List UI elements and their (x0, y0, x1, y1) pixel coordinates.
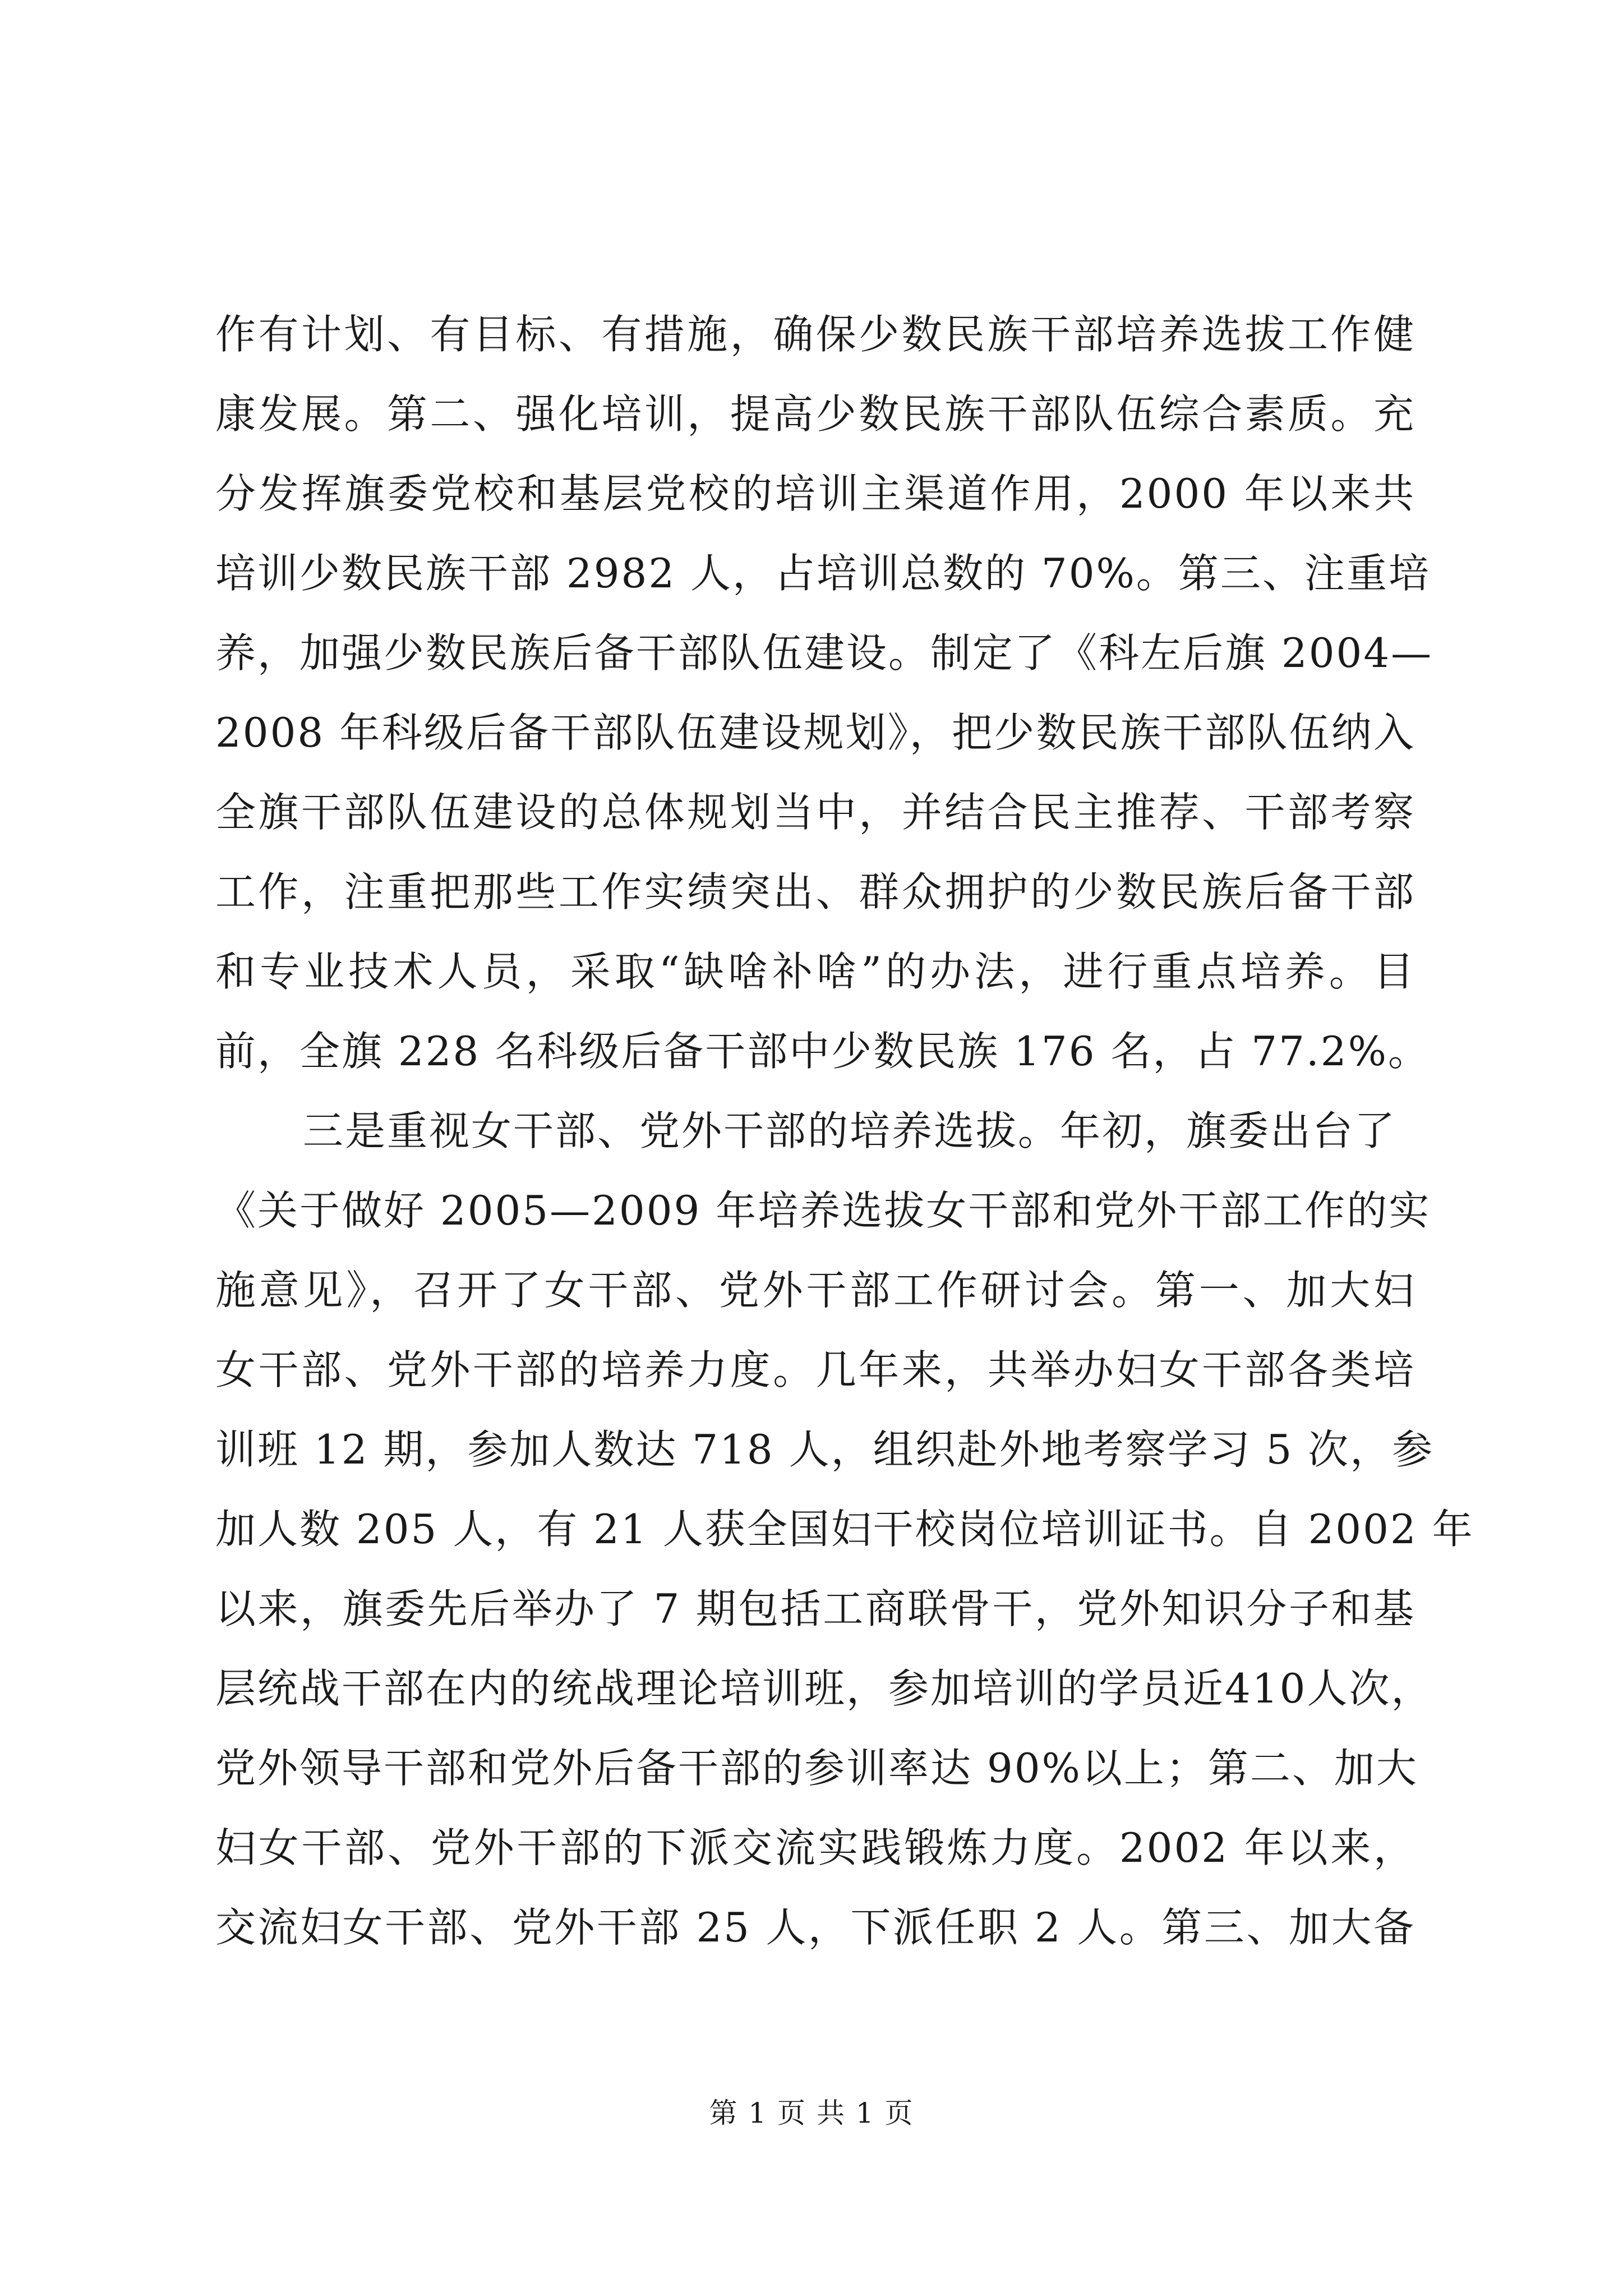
text-line: 党外领导干部和党外后备干部的参训率达 90%以上；第二、加大 (215, 1745, 1418, 1792)
text-line: 《关于做好 2005—2009 年培养选拔女干部和党外干部工作的实 (215, 1187, 1431, 1234)
text-line: 分发挥旗委党校和基层党校的培训主渠道作用，2000 年以来共 (215, 470, 1415, 517)
text-line: 施意见》，召开了女干部、党外干部工作研讨会。第一、加大妇 (215, 1267, 1415, 1314)
text-line: 2008 年科级后备干部队伍建设规划》，把少数民族干部队伍纳入 (215, 709, 1415, 756)
page-number-label: 第 1 页 共 1 页 (709, 2097, 914, 2129)
text-line: 以来，旗委先后举办了 7 期包括工商联骨干，党外知识分子和基 (215, 1585, 1415, 1632)
text-line: 作有计划、有目标、有措施，确保少数民族干部培养选拔工作健 (215, 311, 1415, 358)
body-text (215, 295, 1474, 1967)
text-line: 培训少数民族干部 2982 人，占培训总数的 70%。第三、注重培 (215, 550, 1431, 597)
text-line: 全旗干部队伍建设的总体规划当中，并结合民主推荐、干部考察 (215, 789, 1415, 836)
text-line: 三是重视女干部、党外干部的培养选拔。年初，旗委出台了 (303, 1107, 1397, 1154)
text-line: 层统战干部在内的统战理论培训班，参加培训的学员近410人次， (215, 1665, 1433, 1712)
text-line: 工作，注重把那些工作实绩突出、群众拥护的少数民族后备干部 (215, 868, 1415, 915)
text-line: 交流妇女干部、党外干部 25 人，下派任职 2 人。第三、加大备 (215, 1904, 1415, 1951)
text-line: 和专业技术人员，采取“缺啥补啥”的办法，进行重点培养。目 (215, 948, 1415, 995)
text-line: 前，全旗 228 名科级后备干部中少数民族 176 名，占 77.2%。 (215, 1028, 1431, 1075)
page-footer (0, 2096, 1623, 2130)
text-line: 加人数 205 人，有 21 人获全国妇干校岗位培训证书。自 2002 年 (215, 1506, 1474, 1553)
text-line: 妇女干部、党外干部的下派交流实践锻炼力度。2002 年以来， (215, 1824, 1415, 1871)
text-line: 女干部、党外干部的培养力度。几年来，共举办妇女干部各类培 (215, 1346, 1415, 1393)
text-line: 训班 12 期，参加人数达 718 人，组织赴外地考察学习 5 次，参 (215, 1426, 1435, 1473)
text-line: 养，加强少数民族后备干部队伍建设。制定了《科左后旗 2004— (215, 629, 1433, 677)
text-line: 康发展。第二、强化培训，提高少数民族干部队伍综合素质。充 (215, 390, 1415, 438)
